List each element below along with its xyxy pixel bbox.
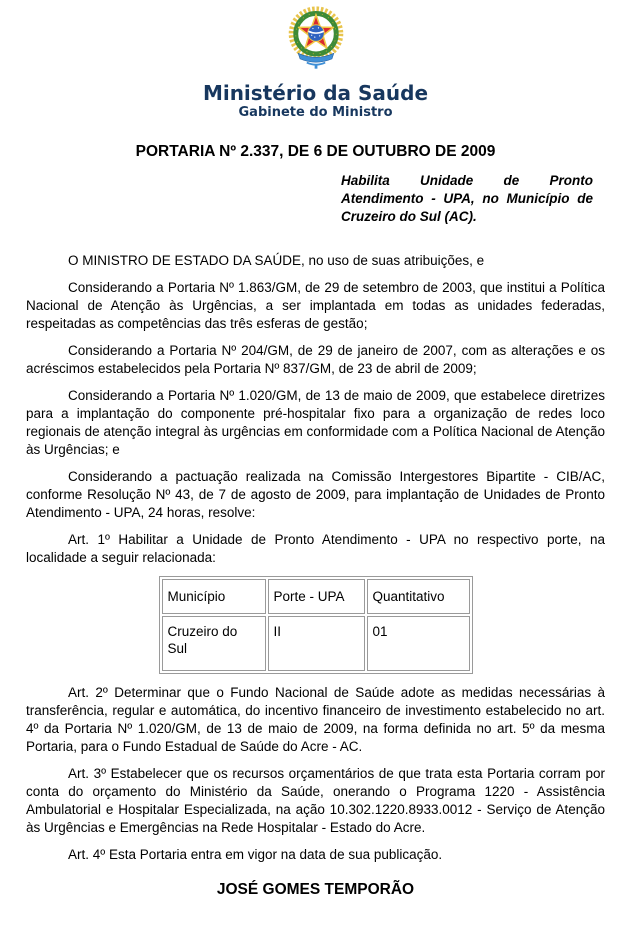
ministry-name: Ministério da Saúde [202,81,429,105]
paragraph-art-1: Art. 1º Habilitar a Unidade de Pronto Atendimento - UPA no respectivo porte, na localidade a seguir relacionada: [26,532,605,565]
ministry-office: Gabinete do Ministro [238,105,393,120]
column-header-porte: Porte - UPA [268,579,365,614]
ordinance-summary: Habilita Unidade de Pronto Atendimento - UPA, no Município de Cruzeiro do Sul (AC). [341,173,593,224]
paragraph-considerando-2: Considerando a Portaria Nº 204/GM, de 29 de janeiro de 2007, com as alterações e os acréscimos estabelecidos pela Portaria Nº 837/GM, de 23 de abril de 2009; [26,343,605,376]
cell-porte: II [268,616,365,671]
paragraph-art-2: Art. 2º Determinar que o Fundo Nacional de Saúde adote as medidas necessárias à transferência, regular e automática, do incentivo financeiro de investimento estabelecido no art. 4º da Portaria Nº 1.020/GM, de 13 de maio de 2009, na forma definida no art. 5º da mesma Portaria, para o Fundo Estadual de Saúde do Acre - AC. [26,685,605,754]
column-header-quantitativo: Quantitativo [367,579,470,614]
document-header [26,4,605,121]
table-header-row [162,579,470,614]
paragraph-art-4: Art. 4º Esta Portaria entra em vigor na data de sua publicação. [68,847,443,862]
paragraph-considerando-3: Considerando a Portaria Nº 1.020/GM, de 13 de maio de 2009, que estabelece diretrizes para a implantação do componente pré-hospitalar fixo para a organização de redes loco regionais de atenção integral às urgências em conformidade com a Política Nacional de Atenção às Urgências; e [26,388,605,457]
paragraph-considerando-4: Considerando a pactuação realizada na Comissão Intergestores Bipartite - CIB/AC, conforme Resolução Nº 43, de 7 de agosto de 2009, para implantação de Unidades de Pronto Atendimento - UPA, 24 horas, resolve: [26,469,605,520]
column-header-municipio: Município [162,579,266,614]
cell-municipio: Cruzeiro do Sul [162,616,266,671]
upa-habilitation-table [159,576,473,674]
table-row [162,616,470,671]
paragraph-preamble: O MINISTRO DE ESTADO DA SAÚDE, no uso de suas atribuições, e [68,253,485,268]
brazil-coat-of-arms-icon [270,6,362,75]
paragraph-art-3: Art. 3º Estabelecer que os recursos orçamentários de que trata esta Portaria corram por conta do orçamento do Ministério da Saúde, onerando o Programa 1220 - Assistência Ambulatorial e Hospitalar Especializada, na ação 10.302.1220.8933.0012 - Serviço de Atenção às Urgências e Emergências na Rede Hospitalar - Estado do Acre. [26,766,605,835]
paragraph-considerando-1: Considerando a Portaria Nº 1.863/GM, de 29 de setembro de 2003, que institui a Política Nacional de Atenção às Urgências, a ser implantada em todas as unidades federadas, respeitadas as competências das três esferas de gestão; [26,280,605,331]
ordinance-title: PORTARIA Nº 2.337, DE 6 DE OUTUBRO DE 2009 [135,143,496,160]
signature-name: JOSÉ GOMES TEMPORÃO [216,881,415,898]
cell-quantitativo: 01 [367,616,470,671]
